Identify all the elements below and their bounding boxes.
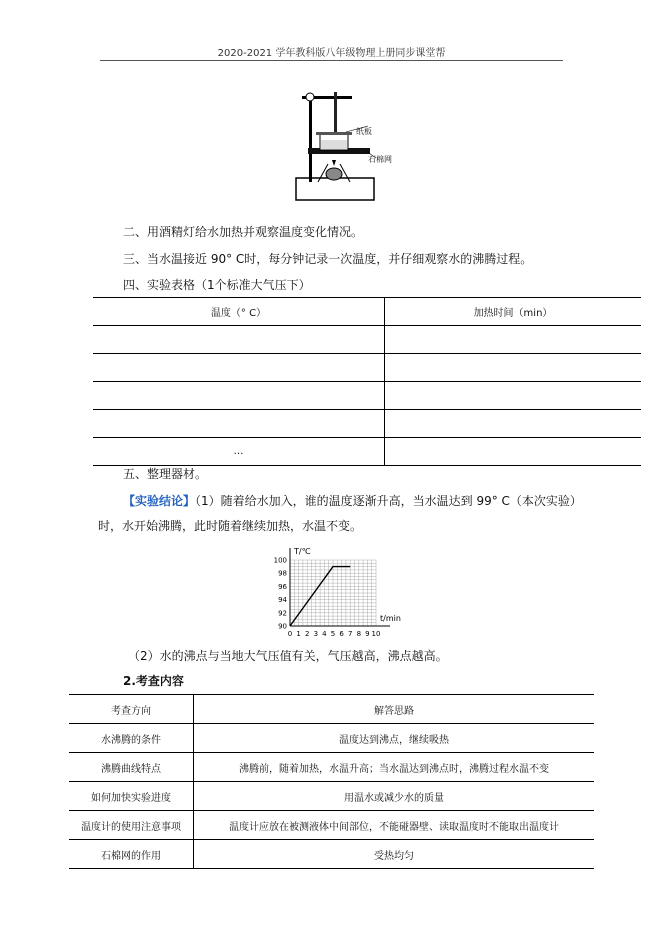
table-cell: 沸腾前，随着加热，水温升高；当水温达到沸点时，沸腾过程水温不变 <box>194 753 595 782</box>
header-approach: 解答思路 <box>194 695 595 724</box>
table-row <box>93 354 641 382</box>
step-2: 二、用酒精灯给水加热并观察温度变化情况。 <box>123 225 364 239</box>
conclusion-line-2: 时，水开始沸腾，此时随着继续加热，水温不变。 <box>98 519 363 533</box>
table-cell: 沸腾曲线特点 <box>69 753 194 782</box>
table-cell: 石棉网的作用 <box>69 840 194 869</box>
label-gauze: 石棉网 <box>368 155 392 164</box>
table-row <box>93 410 641 438</box>
y-tick-label: 92 <box>278 609 287 618</box>
step-5: 五、整理器材。 <box>123 467 208 481</box>
table-row <box>93 382 641 410</box>
conclusion-line-1 <box>123 493 582 509</box>
label-cardboard: 纸板 <box>356 127 372 136</box>
table-cell: … <box>93 438 385 466</box>
exam-table <box>69 694 594 869</box>
table-cell <box>93 382 385 410</box>
x-tick-label: 4 <box>322 630 327 638</box>
y-axis-label: T/℃ <box>294 547 311 556</box>
x-tick-label: 0 <box>287 630 293 638</box>
page-header: 2020-2021 学年教科版八年级物理上册同步课堂帮 <box>217 48 446 59</box>
table-cell <box>385 354 642 382</box>
x-tick-label: 6 <box>339 630 344 638</box>
y-tick-label: 94 <box>278 596 287 605</box>
table-cell: 温度计的使用注意事项 <box>69 811 194 840</box>
apparatus-figure <box>288 86 408 206</box>
table-cell <box>385 410 642 438</box>
y-tick-label: 98 <box>278 569 287 578</box>
x-tick-label: 3 <box>313 630 319 638</box>
table-cell: 用温水或减少水的质量 <box>194 782 595 811</box>
x-tick-label: 1 <box>296 630 301 638</box>
x-tick-label: 5 <box>330 630 336 638</box>
table-cell <box>385 438 642 466</box>
table-cell <box>93 410 385 438</box>
x-axis-label: t/min <box>380 614 401 623</box>
table-row <box>69 724 594 753</box>
table-row <box>69 840 594 869</box>
step-4: 四、实验表格（1个标准大气压下） <box>123 278 311 292</box>
header-direction: 考查方向 <box>69 695 194 724</box>
table-row <box>93 438 641 466</box>
x-tick-label: 8 <box>356 630 362 638</box>
table-cell: 温度计应放在被测液体中间部位，不能碰器壁、读取温度时不能取出温度计 <box>194 811 595 840</box>
record-table <box>93 297 641 466</box>
header-temperature: 温度（° C） <box>93 298 385 326</box>
table-row <box>69 782 594 811</box>
y-tick-label: 100 <box>273 556 287 565</box>
y-tick-label: 96 <box>278 582 287 591</box>
table-cell: 如何加快实验进度 <box>69 782 194 811</box>
temperature-time-chart <box>262 538 428 643</box>
table-cell: 温度达到沸点，继续吸热 <box>194 724 595 753</box>
x-tick-label: 10 <box>371 630 381 638</box>
y-tick-label: 90 <box>278 622 287 631</box>
table-row <box>69 753 594 782</box>
x-tick-label: 7 <box>347 630 353 638</box>
header-divider <box>100 60 563 61</box>
section-title: 2.考查内容 <box>123 674 184 688</box>
table-cell <box>93 354 385 382</box>
x-tick-label: 2 <box>304 630 310 638</box>
header-time: 加热时间（min） <box>385 298 642 326</box>
conclusion-line-3: （2）水的沸点与当地大气压值有关，气压越高，沸点越高。 <box>128 649 448 663</box>
conclusion-tag: 【实验结论】 <box>123 494 196 508</box>
table-header-row <box>93 298 641 326</box>
table-cell <box>385 326 642 354</box>
table-cell <box>385 382 642 410</box>
table-row <box>93 326 641 354</box>
step-3: 三、当水温接近 90° C时，每分钟记录一次温度，并仔细观察水的沸腾过程。 <box>123 252 533 266</box>
x-tick-label: 9 <box>365 630 370 638</box>
conclusion-text-1: （1）随着给水加入，谁的温度逐渐升高，当水温达到 99° C（本次实验） <box>195 494 582 508</box>
table-cell <box>93 326 385 354</box>
table-cell: 受热均匀 <box>194 840 595 869</box>
table-header-row <box>69 695 594 724</box>
table-row <box>69 811 594 840</box>
table-cell: 水沸腾的条件 <box>69 724 194 753</box>
